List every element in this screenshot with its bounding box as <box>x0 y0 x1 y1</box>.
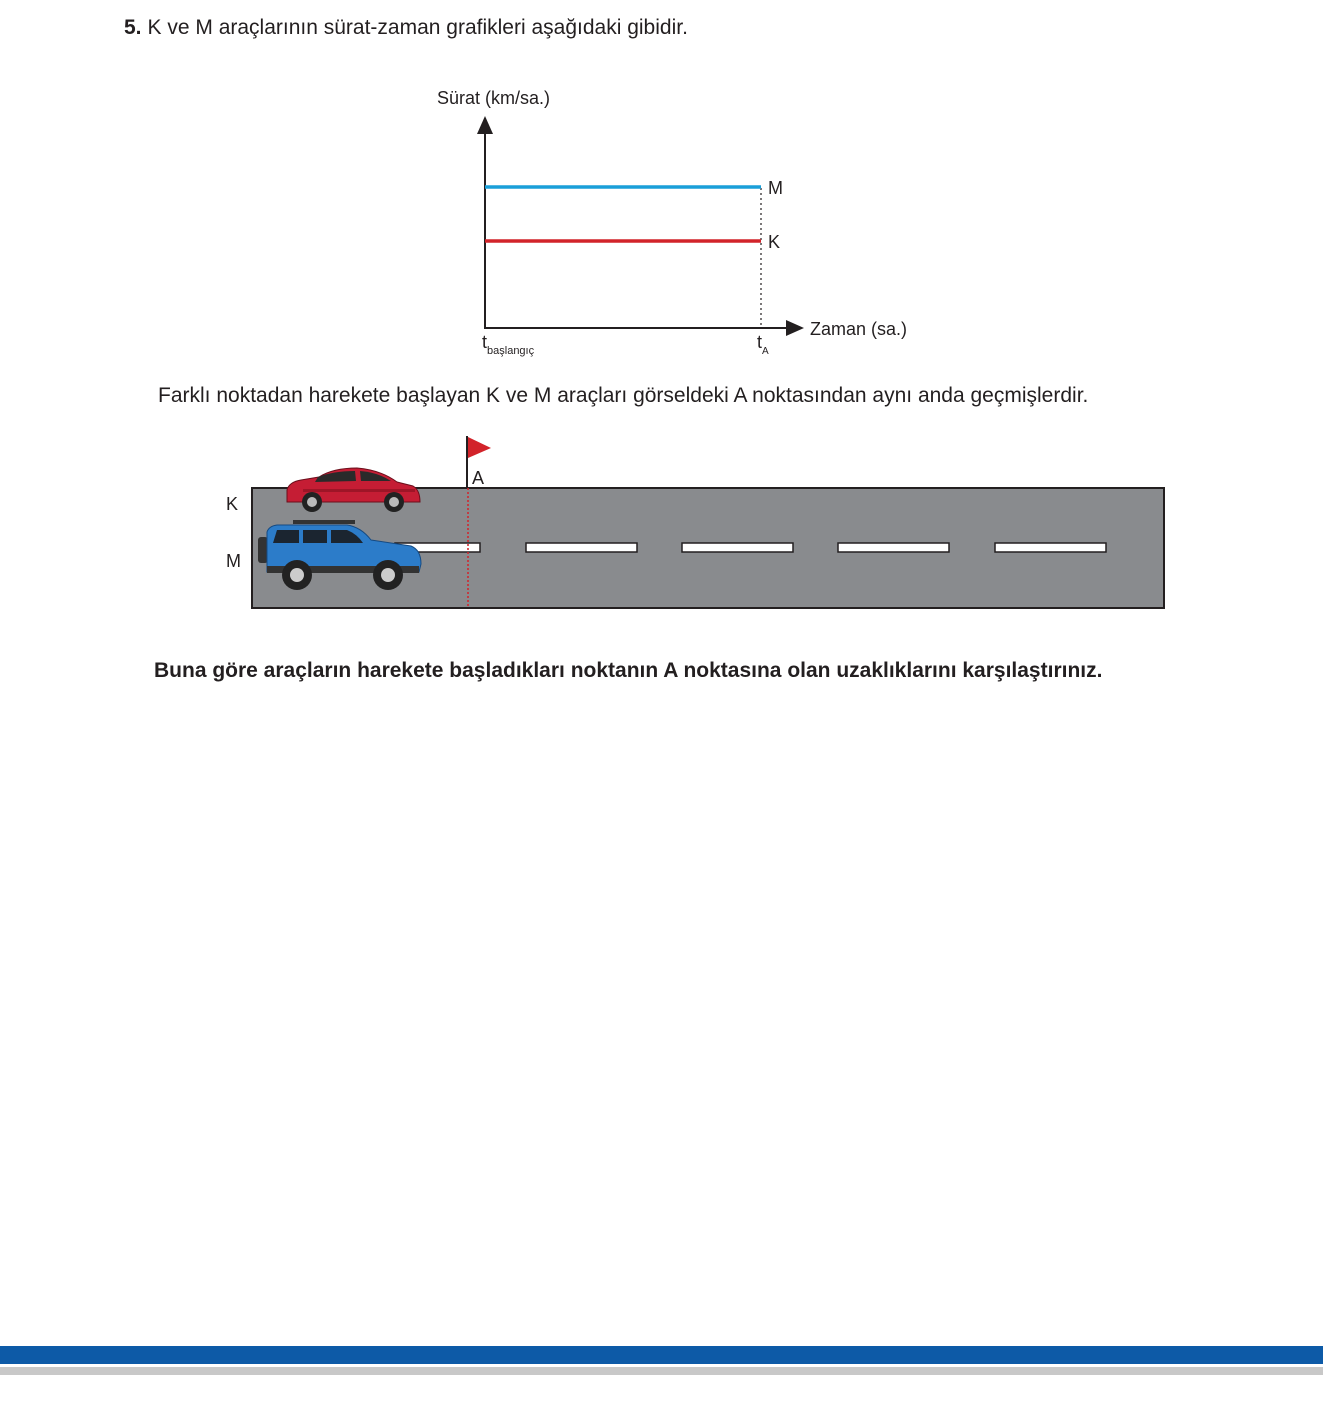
paragraph-text: Farklı noktadan harekete başlayan K ve M araçları görseldeki A noktasından aynı anda geçmişlerdir. <box>158 384 1089 407</box>
car-k-label: K <box>226 494 239 514</box>
road-illustration <box>215 430 1175 615</box>
lane-dash <box>526 543 637 552</box>
point-a-label: A <box>472 468 485 488</box>
tick-start: $t_{başlangıç}$ <box>482 332 535 357</box>
chart-xlabel: Zaman (sa.) <box>810 319 908 339</box>
footer-bar-gray <box>0 1367 1323 1375</box>
question-text: K ve M araçlarının sürat-zaman grafikleri aşağıdaki gibidir. <box>147 16 688 39</box>
series-label-m: M <box>768 178 783 198</box>
x-axis-arrow <box>786 320 804 336</box>
question-number: 5. <box>124 16 142 39</box>
tick-ta: $t_A$ <box>757 332 769 357</box>
car-m-label: M <box>226 551 241 571</box>
y-axis-arrow <box>477 116 493 134</box>
flag-icon <box>468 437 491 458</box>
series-label-k: K <box>768 232 781 252</box>
speed-time-chart <box>420 80 940 370</box>
footer-bar-blue <box>0 1346 1323 1364</box>
chart-ylabel: Sürat (km/sa.) <box>437 88 551 108</box>
question-line <box>124 16 688 40</box>
lane-dash <box>995 543 1106 552</box>
lane-dash <box>838 543 949 552</box>
prompt-text: Buna göre araçların harekete başladıkları noktanın A noktasına olan uzaklıklarını karşılaştırınız. <box>154 659 1103 682</box>
lane-dash <box>682 543 793 552</box>
